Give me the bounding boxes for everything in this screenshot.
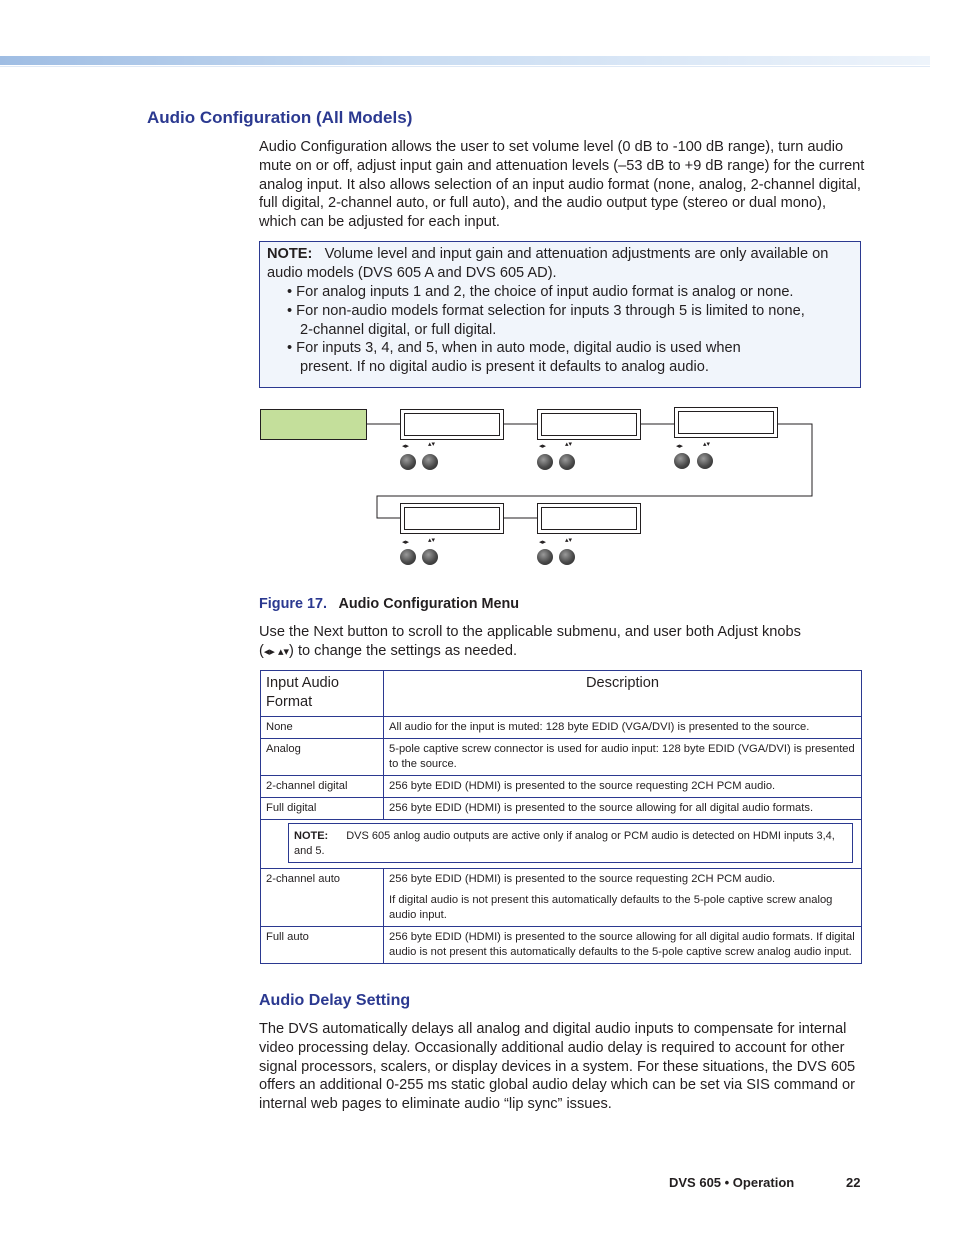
- intro-paragraph: Audio Configuration allows the user to set volume level (0 dB to -100 dB range), turn audio mute on or off, adjust input gain and attenuation levels (–53 dB to +9 dB range) for the current analog input. It also allows selection of an input audio format (none, analog, 2-channel digital, full digital, 2-channel auto, or full auto), and the audio output type (stereo or dual mono), which can be adjusted for each input.: [259, 139, 865, 231]
- table-row: [261, 738, 862, 775]
- up-down-arrow-icon: ▴▾: [428, 537, 436, 544]
- instruction-paragraph: [259, 623, 859, 662]
- left-right-adjust-knob-icon: [400, 454, 416, 470]
- figure-caption: [259, 596, 519, 612]
- footer-doc-title: DVS 605 • Operation: [669, 1175, 795, 1190]
- instruction-open: (: [259, 642, 264, 659]
- note-bullet: • For analog inputs 1 and 2, the choice of input audio format is analog or none.: [287, 284, 794, 300]
- format-cell: Full digital: [261, 797, 384, 819]
- note-text: Volume level and input gain and attenuation adjustments are only available on audio models (DVS 605 A and DVS 605 AD).: [267, 246, 829, 281]
- column-header-description: Description: [384, 671, 862, 717]
- submenu-lcd: [537, 409, 641, 440]
- up-down-arrow-icon: ▴▾: [703, 441, 711, 448]
- left-right-arrow-icon: ◂▸: [539, 443, 547, 450]
- table-note-text: DVS 605 anlog audio outputs are active only if analog or PCM audio is detected on HDMI inputs 3,4, and 5.: [294, 829, 835, 857]
- section-heading: Audio Configuration (All Models): [147, 108, 413, 127]
- up-down-arrow-icon: ▴▾: [428, 441, 436, 448]
- table-row: [261, 775, 862, 797]
- up-down-arrow-icon: ▴▾: [565, 537, 573, 544]
- format-cell: Analog: [261, 738, 384, 775]
- note-label: NOTE:: [267, 246, 313, 262]
- format-cell: 2-channel digital: [261, 775, 384, 797]
- column-header-format: Input Audio Format: [261, 671, 384, 717]
- format-cell: Full auto: [261, 926, 384, 963]
- description-cell: 256 byte EDID (HDMI) is presented to the source allowing for all digital audio formats.: [384, 797, 862, 819]
- delay-paragraph: The DVS automatically delays all analog and digital audio inputs to compensate for internal video processing delay. Occasionally additional audio delay is required to account for other signal processors, scalers, or display devices in a system. For these situations, the DVS 605 offers an additional 0-255 ms static global audio delay which can be set via SIS command or internal web pages to eliminate audio “lip sync” issues.: [259, 1021, 856, 1113]
- audio-config-menu-box: [260, 409, 367, 440]
- up-down-adjust-knob-icon: [697, 453, 713, 469]
- left-right-adjust-knob-icon: [400, 549, 416, 565]
- submenu-lcd: [400, 503, 504, 534]
- left-right-arrow-icon: ◂▸: [676, 443, 684, 450]
- table-note-row: [261, 819, 862, 868]
- description-cell: 5-pole captive screw connector is used for audio input: 128 byte EDID (VGA/DVI) is presented to the source.: [384, 738, 862, 775]
- note-bullet: • For non-audio models format selection for inputs 3 through 5 is limited to none, 2-channel digital, or full digital.: [287, 303, 805, 338]
- description-cell: 256 byte EDID (HDMI) is presented to the source requesting 2CH PCM audio.: [389, 872, 776, 885]
- submenu-lcd: [537, 503, 641, 534]
- format-cell: 2-channel auto: [261, 868, 384, 926]
- up-down-adjust-knob-icon: [559, 454, 575, 470]
- note-bullet: • For inputs 3, 4, and 5, when in auto mode, digital audio is used when present. If no digital audio is present it defaults to analog audio.: [287, 340, 741, 375]
- figure-title: Audio Configuration Menu: [338, 596, 520, 612]
- description-cell: If digital audio is not present this automatically defaults to the 5-pole captive screw analog audio input.: [389, 893, 833, 921]
- figure-number: Figure 17.: [259, 596, 327, 612]
- description-cell: All audio for the input is muted: 128 byte EDID (VGA/DVI) is presented to the source.: [384, 716, 862, 738]
- table-row: [261, 797, 862, 819]
- description-cell: 256 byte EDID (HDMI) is presented to the source allowing for all digital audio formats. If digital audio is not present this automatically defaults to the 5-pole captive screw analog audio input.: [384, 926, 862, 963]
- up-down-adjust-knob-icon: [422, 549, 438, 565]
- table-row: [261, 868, 862, 926]
- up-down-adjust-knob-icon: [559, 549, 575, 565]
- up-down-adjust-knob-icon: [422, 454, 438, 470]
- left-right-adjust-knob-icon: [674, 453, 690, 469]
- left-right-arrow-icon: ◂▸: [402, 539, 410, 546]
- up-down-arrow-icon: ▴▾: [565, 441, 573, 448]
- table-note-label: NOTE:: [294, 829, 329, 842]
- left-right-adjust-knob-icon: [537, 549, 553, 565]
- left-right-arrow-icon: ◂▸: [402, 443, 410, 450]
- submenu-lcd: [400, 409, 504, 440]
- table-note: [288, 823, 853, 863]
- page-number: 22: [846, 1175, 861, 1190]
- table-row: [261, 716, 862, 738]
- instruction-line: Use the Next button to scroll to the applicable submenu, and user both Adjust knobs: [259, 624, 801, 640]
- input-audio-format-table: [260, 670, 862, 964]
- submenu-lcd: [674, 407, 778, 438]
- table-row: [261, 926, 862, 963]
- table-header-row: [261, 671, 862, 717]
- instruction-close: ) to change the settings as needed.: [289, 642, 518, 659]
- format-cell: None: [261, 716, 384, 738]
- left-right-arrow-icon: ◂▸: [539, 539, 547, 546]
- left-right-adjust-knob-icon: [537, 454, 553, 470]
- description-cell: 256 byte EDID (HDMI) is presented to the source requesting 2CH PCM audio.: [384, 775, 862, 797]
- subsection-heading: Audio Delay Setting: [259, 992, 411, 1009]
- adjust-knob-arrows-icon: ◂▸ ▴▾: [263, 645, 290, 658]
